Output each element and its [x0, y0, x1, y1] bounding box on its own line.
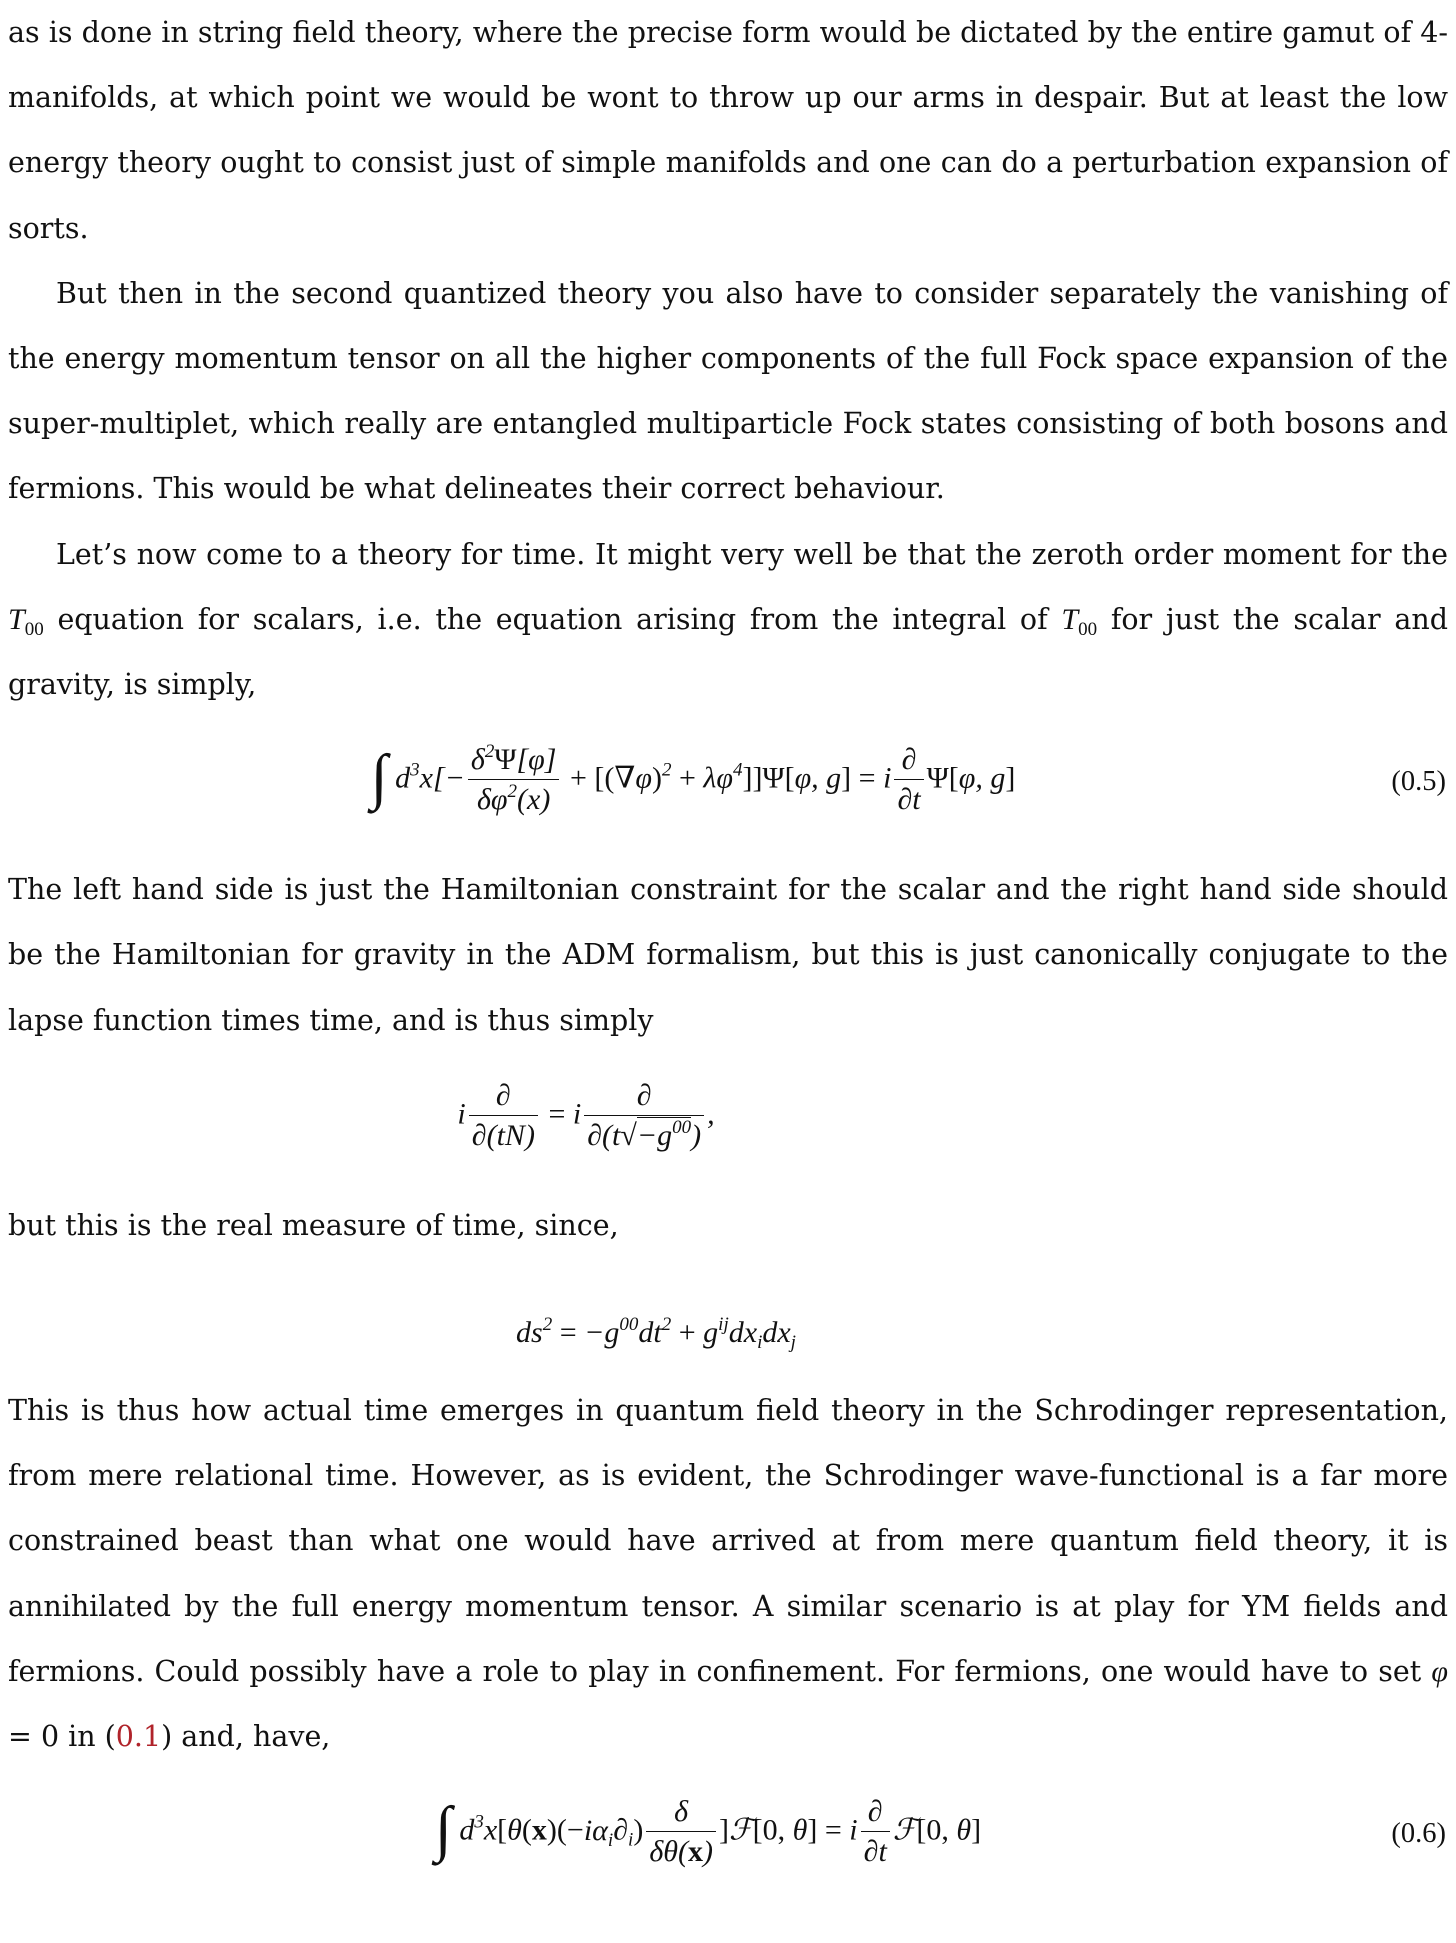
phi-symbol: φ [1431, 1654, 1448, 1688]
equation-number-0-5: (0.5) [1391, 766, 1446, 798]
equation-0-5: ∫ $d^3x[-$ $\frac{\delta^2\Psi[\varphi]}{\delta\varphi^2(x)}$ + $[(\nabla\varphi)^2 + \lambda\varphi^4]]\Psi[\varphi$, g] = i $\frac{\partial}{\partial t}$ Ψ[φ, g] (0.5) [370, 741, 1446, 817]
equation-reference-link[interactable]: 0.1 [115, 1720, 162, 1754]
paragraph-6-text-b: = 0 in ( [8, 1720, 116, 1754]
paragraph-6-text-a: This is thus how actual time emerges in quantum field theory in the Schrodinger representation, from mere relational time. However, as is evident, the Schrodinger wave-functional is a far more constrained beast than what one would have arrived at from mere quantum field theory, it is annihilated by the full energy momentum tensor. A similar scenario is at play for YM fields and fermions. Could possibly have a role to play in confinement. For fermions, one would have to set [8, 1394, 1448, 1688]
equation-number-0-6: (0.6) [1391, 1818, 1446, 1850]
t00-symbol: $T_{00}$ [1061, 602, 1098, 640]
paragraph-3-text-a: Let’s now come to a theory for time. It might very well be that the zeroth order moment for the [56, 537, 1448, 571]
equation-time-derivative: i $\frac{\partial}{\partial(tN)}$ = i $\frac{\partial}{\partial(t√-g^{00})}$ , [457, 1078, 715, 1152]
paragraph-3-text-c: for just the scalar and gravity, is simply, [8, 602, 1449, 702]
paragraph-3-text-b: equation for scalars, i.e. the equation arising from the integral of [57, 602, 1048, 636]
paragraph-6-text-c: ) and, have, [161, 1720, 331, 1754]
paragraph-5: but this is the real measure of time, since, [8, 1208, 619, 1242]
paragraph-2: But then in the second quantized theory you also have to consider separately the vanishing of the energy momentum tensor on all the higher components of the full Fock space expansion of the super-multiplet, which really are entangled multiparticle Fock states consisting of both bosons and fermions. This would be what delineates their correct behaviour. [8, 276, 1448, 506]
paragraph-6 [8, 1378, 1448, 1769]
equation-0-6: ∫ $d^3x[\theta(x)(-i\alpha_i\partial_i)$ $\frac{\delta}{\delta\theta(x)}$ ]ℱ[0, θ] = i $\frac{\partial}{\partial t}$ ℱ[0, θ] (0.6) [434, 1794, 1446, 1869]
equation-line-element: $ds^2 = -g^{00}dt^2 + g^{ij}dx_idx_j$ [516, 1314, 796, 1354]
paragraph-4: The left hand side is just the Hamiltonian constraint for the scalar and the right hand side should be the Hamiltonian for gravity in the ADM formalism, but this is just canonically conjugate to the lapse function times time, and is thus simply [8, 873, 1448, 1037]
paragraph-1: as is done in string field theory, where the precise form would be dictated by the entire gamut of 4-manifolds, at which point we would be wont to throw up our arms in despair. But at least the low energy theory ought to consist just of simple manifolds and one can do a perturbation expansion of sorts. [8, 16, 1448, 245]
paper-page [8, 0, 1448, 1909]
t00-symbol: $T_{00}$ [8, 602, 44, 640]
paragraph-3 [8, 522, 1448, 718]
